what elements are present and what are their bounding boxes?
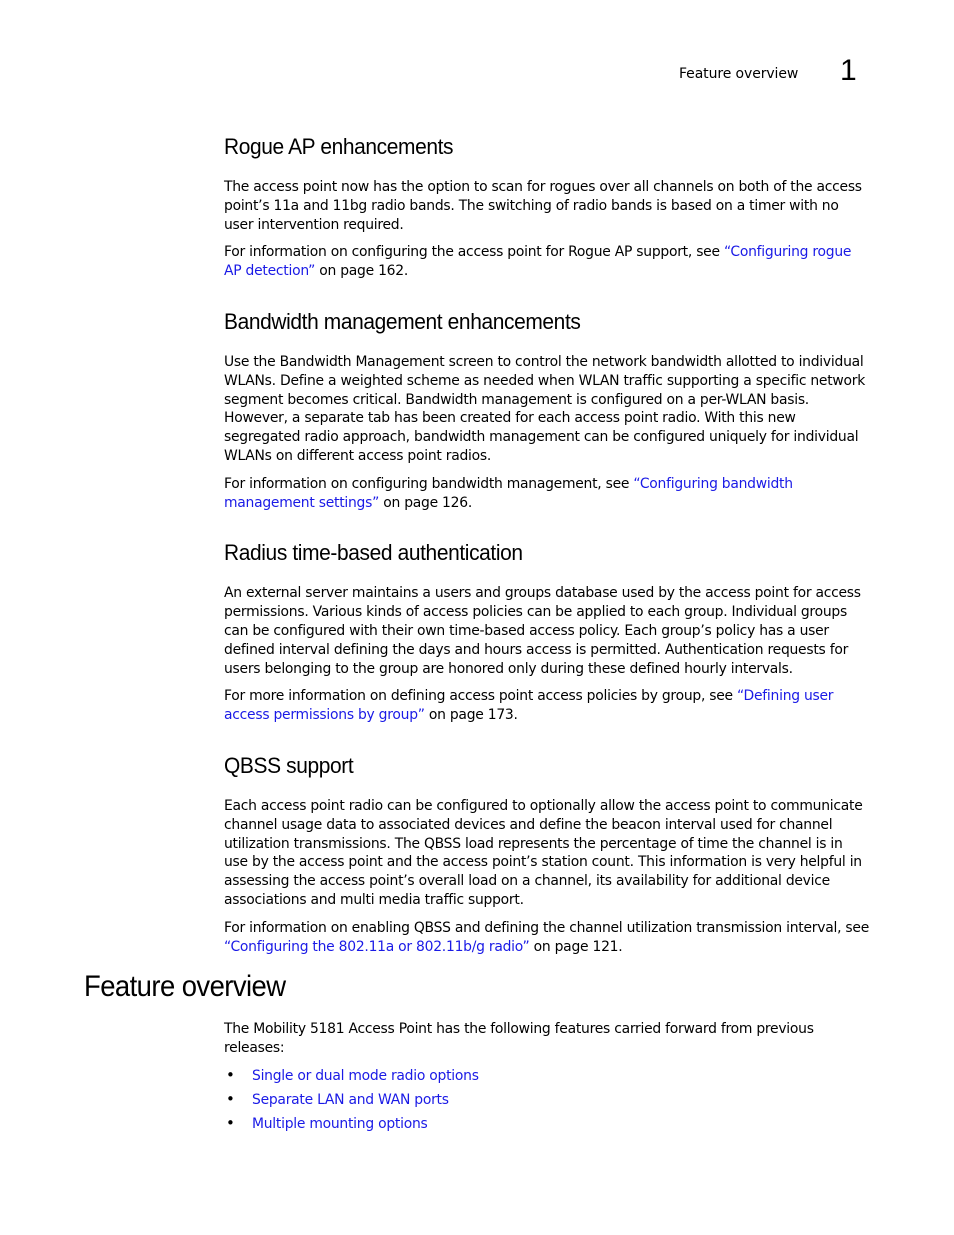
main-content <box>224 132 870 965</box>
section-bandwidth-management <box>224 307 870 512</box>
cross-reference-link[interactable]: “Configuring the 802.11a or 802.11b/g radio” <box>224 938 530 955</box>
bullet-icon: • <box>226 1114 235 1133</box>
reference-suffix: on page 126. <box>379 494 472 511</box>
chapter-section-title: Feature overview <box>84 970 286 1003</box>
section-heading: QBSS support <box>224 752 354 778</box>
reference-prefix: For information on configuring the access point for Rogue AP support, see <box>224 244 724 261</box>
bullet-icon: • <box>226 1089 235 1108</box>
list-item <box>224 1091 870 1110</box>
running-header: Feature overview <box>679 66 799 82</box>
reference-suffix: on page 162. <box>315 263 409 280</box>
section-body: An external server maintains a users and groups database used by the access point for access permissions. Various kinds of access policies can be applied to each group. Individual groups can be configured with their own time-based access policy. Each group’s policy has a user defined interval defining the days and hours access is permitted. Authentication requests for users belonging to the group are honored only during these defined hourly intervals. <box>224 585 861 677</box>
section-body: Use the Bandwidth Management screen to control the network bandwidth allotted to individual WLANs. Define a weighted scheme as needed when WLAN traffic supporting a specific network segment becomes critical. Bandwidth management is configured on a per-WLAN basis. However, a separate tab has been created for each access point radio. With this new segregated radio approach, bandwidth management can be configured uniquely for individual WLANs on different access point radios. <box>224 353 866 464</box>
list-item <box>224 1067 870 1086</box>
section-reference <box>224 919 870 957</box>
reference-prefix: For more information on defining access point access policies by group, see <box>224 688 738 705</box>
section-rogue-ap <box>224 132 870 281</box>
feature-overview-body <box>224 1020 870 1139</box>
feature-intro: The Mobility 5181 Access Point has the following features carried forward from previous releases: <box>224 1021 814 1056</box>
cross-reference-link[interactable]: “Configuring rogue AP detection” <box>224 244 852 280</box>
section-reference <box>224 687 870 725</box>
cross-reference-link[interactable]: “Defining user access permissions by group” <box>224 688 834 724</box>
section-heading: Bandwidth management enhancements <box>224 308 581 334</box>
list-item <box>224 1115 870 1134</box>
section-reference <box>224 243 870 281</box>
section-body: Each access point radio can be configured to optionally allow the access point to communicate channel usage data to associated devices and define the beacon interval used for channel utilization transmissions. The QBSS load represents the percentage of time the channel is in use by the access point and the access point’s station count. This information is very helpful in assessing the access point’s overall load on a channel, its availability for additional device associations and multi media traffic support. <box>224 797 863 908</box>
reference-suffix: on page 121. <box>529 938 623 955</box>
section-body: The access point now has the option to scan for rogues over all channels on both of the access point’s 11a and 11bg radio bands. The switching of radio bands is based on a timer with no user intervention required. <box>224 179 862 233</box>
chapter-number: 1 <box>840 54 857 87</box>
cross-reference-link[interactable]: “Configuring bandwidth management settings” <box>224 475 793 511</box>
section-radius-authentication <box>224 538 870 725</box>
feature-link[interactable]: Multiple mounting options <box>252 1116 428 1133</box>
feature-list <box>224 1067 870 1134</box>
reference-suffix: on page 173. <box>424 707 518 724</box>
section-qbss-support <box>224 751 870 956</box>
feature-link[interactable]: Separate LAN and WAN ports <box>252 1091 449 1108</box>
reference-prefix: For information on enabling QBSS and defining the channel utilization transmission interval, see <box>224 919 870 936</box>
feature-link[interactable]: Single or dual mode radio options <box>252 1067 479 1084</box>
section-reference <box>224 475 870 513</box>
section-heading: Radius time-based authentication <box>224 540 523 566</box>
reference-prefix: For information on configuring bandwidth management, see <box>224 475 634 492</box>
section-heading: Rogue AP enhancements <box>224 134 454 159</box>
bullet-icon: • <box>226 1065 235 1084</box>
